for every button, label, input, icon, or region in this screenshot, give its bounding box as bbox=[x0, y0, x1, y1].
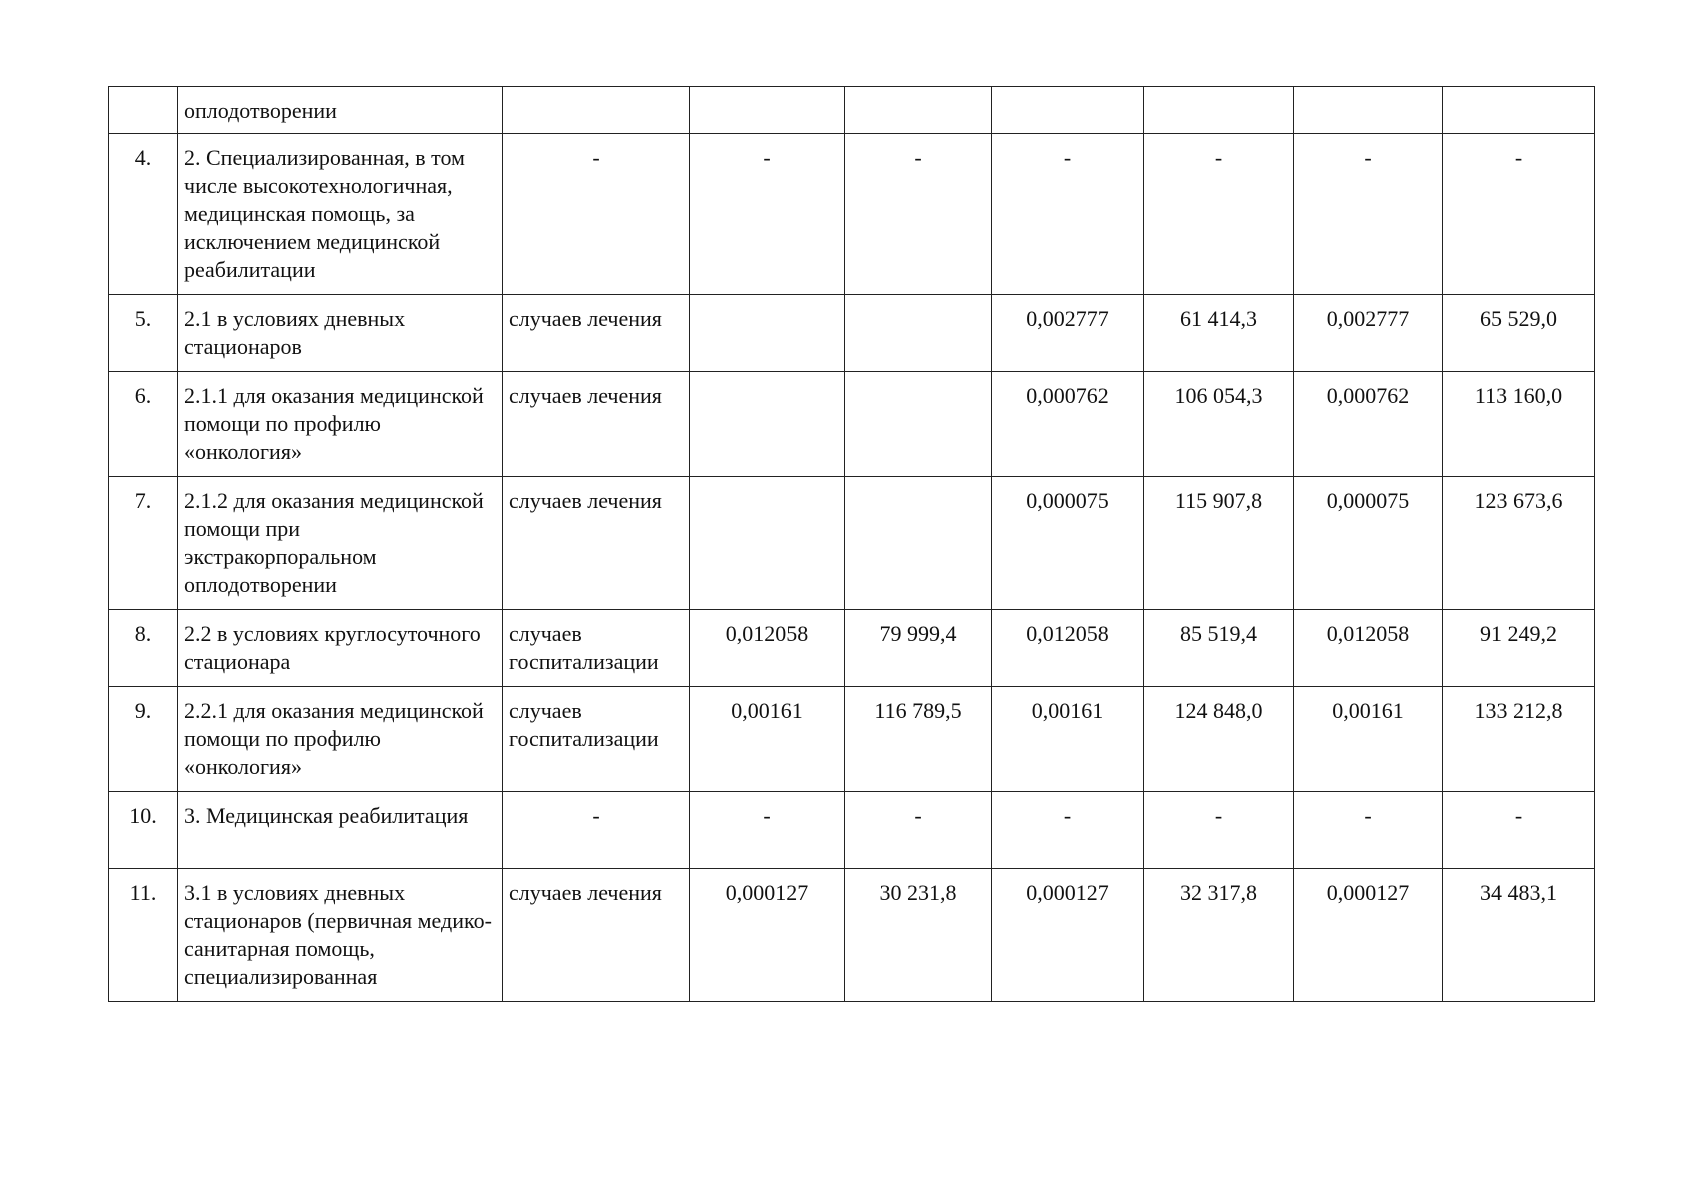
value-cell bbox=[845, 372, 992, 477]
value-cell: 0,002777 bbox=[992, 295, 1144, 372]
value-cell: 123 673,6 bbox=[1443, 477, 1595, 610]
unit-cell: случаев лечения bbox=[503, 372, 690, 477]
table-row bbox=[109, 869, 1595, 1002]
value-cell: - bbox=[690, 792, 845, 869]
care-type-cell: 2. Специализированная, в том числе высокотехнологичная, медицинская помощь, за исключением медицинской реабилитации bbox=[178, 134, 503, 295]
value-cell: 0,012058 bbox=[690, 610, 845, 687]
value-cell bbox=[690, 477, 845, 610]
value-cell: 65 529,0 bbox=[1443, 295, 1595, 372]
value-cell: 0,000762 bbox=[992, 372, 1144, 477]
care-type-cell: 2.1.1 для оказания медицинской помощи по профилю «онкология» bbox=[178, 372, 503, 477]
value-cell: 133 212,8 bbox=[1443, 687, 1595, 792]
unit-cell bbox=[503, 87, 690, 134]
value-cell: - bbox=[1144, 792, 1294, 869]
value-cell: 32 317,8 bbox=[1144, 869, 1294, 1002]
value-cell bbox=[1443, 87, 1595, 134]
value-cell: 0,00161 bbox=[690, 687, 845, 792]
unit-cell: случаев госпитализации bbox=[503, 610, 690, 687]
care-type-cell: 2.2 в условиях круглосуточного стационара bbox=[178, 610, 503, 687]
value-cell: 0,012058 bbox=[1294, 610, 1443, 687]
value-cell: - bbox=[1294, 134, 1443, 295]
care-type-cell: 2.2.1 для оказания медицинской помощи по профилю «онкология» bbox=[178, 687, 503, 792]
value-cell bbox=[992, 87, 1144, 134]
row-number-cell: 8. bbox=[109, 610, 178, 687]
value-cell bbox=[845, 87, 992, 134]
value-cell: 0,000127 bbox=[1294, 869, 1443, 1002]
value-cell bbox=[845, 295, 992, 372]
value-cell: 0,000762 bbox=[1294, 372, 1443, 477]
value-cell: 30 231,8 bbox=[845, 869, 992, 1002]
value-cell: 0,000075 bbox=[1294, 477, 1443, 610]
value-cell: 106 054,3 bbox=[1144, 372, 1294, 477]
value-cell bbox=[690, 295, 845, 372]
table-row bbox=[109, 295, 1595, 372]
table-row bbox=[109, 372, 1595, 477]
value-cell: - bbox=[1443, 134, 1595, 295]
value-cell bbox=[1144, 87, 1294, 134]
table-row bbox=[109, 477, 1595, 610]
row-number-cell: 5. bbox=[109, 295, 178, 372]
care-type-cell: 2.1 в условиях дневных стационаров bbox=[178, 295, 503, 372]
value-cell: - bbox=[1443, 792, 1595, 869]
unit-cell: - bbox=[503, 792, 690, 869]
value-cell: - bbox=[690, 134, 845, 295]
table-body bbox=[109, 87, 1595, 1002]
value-cell bbox=[1294, 87, 1443, 134]
value-cell: - bbox=[1294, 792, 1443, 869]
value-cell bbox=[690, 372, 845, 477]
value-cell: - bbox=[845, 792, 992, 869]
unit-cell: случаев лечения bbox=[503, 869, 690, 1002]
value-cell: 0,000127 bbox=[992, 869, 1144, 1002]
unit-cell: случаев лечения bbox=[503, 295, 690, 372]
table-row bbox=[109, 792, 1595, 869]
row-number-cell bbox=[109, 87, 178, 134]
care-type-cell: 3.1 в условиях дневных стационаров (первичная медико-санитарная помощь, специализированная bbox=[178, 869, 503, 1002]
table-row bbox=[109, 687, 1595, 792]
table-row bbox=[109, 87, 1595, 134]
value-cell: 0,000075 bbox=[992, 477, 1144, 610]
care-type-cell: 3. Медицинская реабилитация bbox=[178, 792, 503, 869]
row-number-cell: 6. bbox=[109, 372, 178, 477]
unit-cell: случаев госпитализации bbox=[503, 687, 690, 792]
value-cell: 61 414,3 bbox=[1144, 295, 1294, 372]
value-cell: 0,000127 bbox=[690, 869, 845, 1002]
value-cell: 0,00161 bbox=[992, 687, 1144, 792]
data-table bbox=[108, 86, 1595, 1002]
value-cell: 0,00161 bbox=[1294, 687, 1443, 792]
unit-cell: - bbox=[503, 134, 690, 295]
value-cell: 0,012058 bbox=[992, 610, 1144, 687]
row-number-cell: 10. bbox=[109, 792, 178, 869]
value-cell: 115 907,8 bbox=[1144, 477, 1294, 610]
value-cell: 0,002777 bbox=[1294, 295, 1443, 372]
value-cell: - bbox=[845, 134, 992, 295]
value-cell: - bbox=[1144, 134, 1294, 295]
table-row bbox=[109, 610, 1595, 687]
value-cell: 85 519,4 bbox=[1144, 610, 1294, 687]
value-cell: 34 483,1 bbox=[1443, 869, 1595, 1002]
unit-cell: случаев лечения bbox=[503, 477, 690, 610]
row-number-cell: 7. bbox=[109, 477, 178, 610]
value-cell: 91 249,2 bbox=[1443, 610, 1595, 687]
row-number-cell: 4. bbox=[109, 134, 178, 295]
row-number-cell: 9. bbox=[109, 687, 178, 792]
value-cell: - bbox=[992, 134, 1144, 295]
value-cell: 116 789,5 bbox=[845, 687, 992, 792]
table-row bbox=[109, 134, 1595, 295]
value-cell: 113 160,0 bbox=[1443, 372, 1595, 477]
care-type-cell: оплодотворении bbox=[178, 87, 503, 134]
value-cell bbox=[845, 477, 992, 610]
value-cell: 124 848,0 bbox=[1144, 687, 1294, 792]
value-cell: 79 999,4 bbox=[845, 610, 992, 687]
row-number-cell: 11. bbox=[109, 869, 178, 1002]
value-cell bbox=[690, 87, 845, 134]
care-type-cell: 2.1.2 для оказания медицинской помощи при экстракорпоральном оплодотворении bbox=[178, 477, 503, 610]
value-cell: - bbox=[992, 792, 1144, 869]
